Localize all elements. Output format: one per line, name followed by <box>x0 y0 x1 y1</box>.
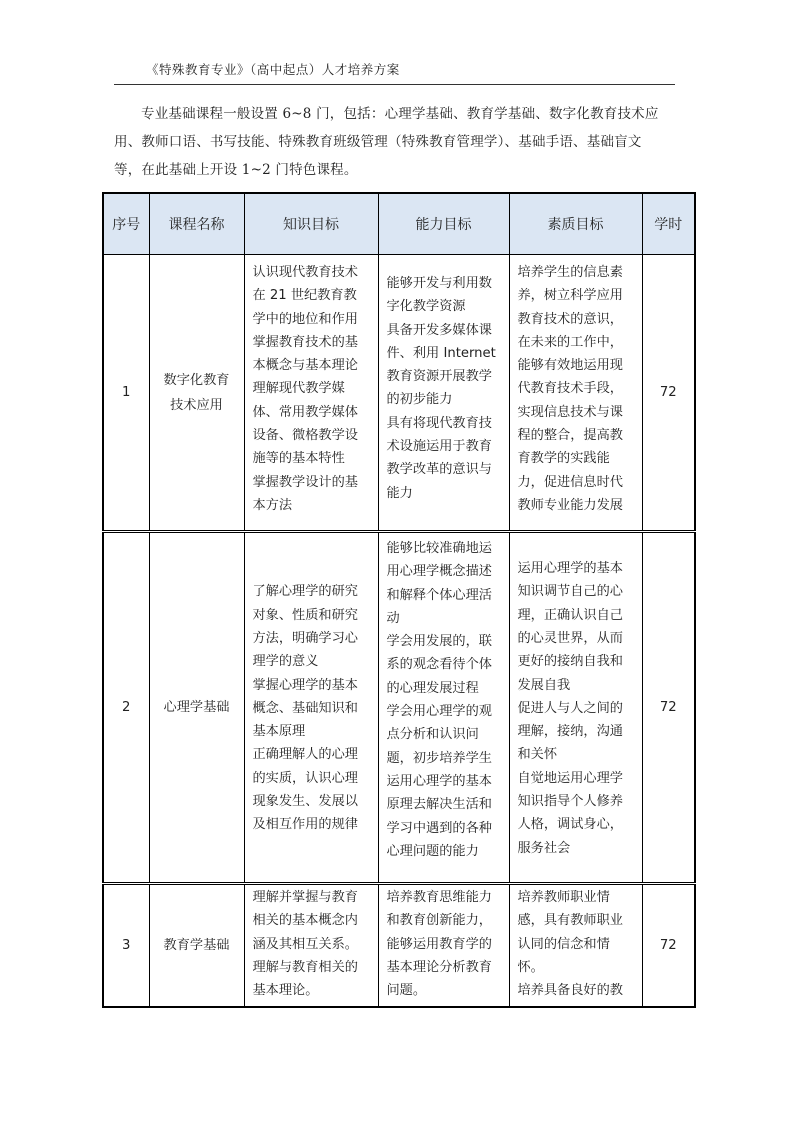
row-course-name <box>149 884 244 1008</box>
page-header: 《特殊教育专业》（高中起点）人才培养方案 <box>146 62 400 77</box>
ability-line: 点分析和认识问 <box>386 727 479 743</box>
knowledge-line: 设备、微格教学设 <box>252 428 358 444</box>
knowledge-line: 对象、性质和研究 <box>252 607 358 623</box>
row-knowledge <box>244 532 378 884</box>
quality-line: 力，促进信息时代 <box>517 474 623 490</box>
intro-line: 用、教师口语、书写技能、特殊教育班级管理（特殊教育管理学）、基础手语、基础盲文 <box>114 134 642 150</box>
knowledge-line: 施等的基本特性 <box>252 451 345 467</box>
table-header-row <box>103 193 695 255</box>
row-ability <box>378 532 509 884</box>
ability-line: 能力 <box>386 485 413 501</box>
quality-line: 培养学生的信息素 <box>517 265 623 280</box>
quality-line: 知识指导个人修养 <box>517 794 623 810</box>
knowledge-line: 了解心理学的研究 <box>252 584 358 600</box>
row-quality <box>509 255 642 532</box>
knowledge-line: 正确理解人的心理 <box>252 747 358 763</box>
ability-line: 和教育创新能力， <box>386 913 492 929</box>
row-ability <box>378 255 509 532</box>
quality-line: 在未来的工作中， <box>517 334 623 350</box>
ability-line: 能够运用教育学的 <box>386 936 492 952</box>
quality-line: 促进人与人之间的 <box>517 700 623 716</box>
ability-line: 的心理发展过程 <box>386 680 479 696</box>
course-table <box>102 192 696 1008</box>
row-hours: 72 <box>642 255 695 532</box>
ability-line: 系的观念看待个体 <box>386 657 492 673</box>
course-name-line: 数字化教育 <box>163 372 230 388</box>
knowledge-line: 掌握心理学的基本 <box>252 677 358 693</box>
ability-line: 的初步能力 <box>386 392 453 408</box>
knowledge-line: 理解并掌握与教育 <box>252 890 358 905</box>
quality-line: 服务社会 <box>517 840 571 856</box>
intro-line: 专业基础课程一般设置 6~8 门，包括：心理学基础、教育学基础、数字化教育技术应 <box>141 106 659 122</box>
knowledge-line: 掌握教育技术的基 <box>252 334 358 350</box>
table-row <box>103 532 695 884</box>
intro-line: 等，在此基础上开设 1~2 门特色课程。 <box>114 162 358 178</box>
table-row <box>103 255 695 532</box>
row-quality <box>509 884 642 1008</box>
knowledge-line: 现象发生、发展以 <box>252 794 358 810</box>
knowledge-line: 基本理论。 <box>252 983 319 999</box>
knowledge-line: 相关的基本概念内 <box>252 913 358 929</box>
row-hours: 72 <box>642 884 695 1008</box>
quality-line: 实现信息技术与课 <box>517 404 623 420</box>
table-row <box>103 884 695 1008</box>
quality-line: 培养教师职业情 <box>517 890 610 905</box>
knowledge-line: 学中的地位和作用 <box>252 311 358 327</box>
ability-line: 问题。 <box>386 983 427 999</box>
knowledge-line: 理解与教育相关的 <box>252 959 358 975</box>
ability-line: 培养教育思维能力 <box>386 890 492 905</box>
row-course-name <box>149 255 244 532</box>
ability-line: 件、利用 Internet <box>386 345 496 361</box>
ability-line: 教学改革的意识与 <box>386 462 492 478</box>
quality-line: 教师专业能力发展 <box>517 497 623 513</box>
header-num: 序号 <box>103 193 149 255</box>
ability-line: 能够比较准确地运 <box>386 541 492 556</box>
row-knowledge <box>244 884 378 1008</box>
quality-line: 理，正确认识自己 <box>517 607 623 623</box>
knowledge-line: 基本原理 <box>252 724 306 740</box>
header-quality: 素质目标 <box>509 193 642 255</box>
ability-line: 具备开发多媒体课 <box>386 322 492 338</box>
ability-line: 教育资源开展教学 <box>386 369 492 385</box>
knowledge-line: 理解现代教学媒 <box>252 381 345 397</box>
quality-line: 认同的信念和情 <box>517 936 610 952</box>
row-hours: 72 <box>642 532 695 884</box>
course-name-line: 教育学基础 <box>163 938 230 954</box>
ability-line: 用心理学概念描述 <box>386 564 492 580</box>
quality-line: 感，具有教师职业 <box>517 913 623 929</box>
quality-line: 能够有效地运用现 <box>517 358 623 374</box>
ability-line: 心理问题的能力 <box>386 843 479 859</box>
ability-line: 动 <box>386 610 400 626</box>
quality-line: 养，树立科学应用 <box>517 288 623 304</box>
quality-line: 更好的接纳自我和 <box>517 654 623 670</box>
header-knowledge: 知识目标 <box>244 193 378 255</box>
ability-line: 基本理论分析教育 <box>386 959 492 975</box>
header-course-name: 课程名称 <box>149 193 244 255</box>
quality-line: 怀。 <box>517 959 544 975</box>
header-hours: 学时 <box>642 193 695 255</box>
knowledge-line: 本概念与基本理论 <box>252 358 358 374</box>
quality-line: 理解，接纳，沟通 <box>517 724 623 740</box>
ability-line: 学会用心理学的观 <box>386 704 492 720</box>
knowledge-line: 及相互作用的规律 <box>252 817 358 833</box>
quality-line: 程的整合，提高教 <box>517 428 623 444</box>
row-knowledge <box>244 255 378 532</box>
quality-line: 教育技术的意识， <box>517 311 623 327</box>
ability-line: 具有将现代教育技 <box>386 415 492 431</box>
row-num: 2 <box>103 532 149 884</box>
quality-line: 代教育技术手段， <box>517 381 623 397</box>
ability-line: 运用心理学的基本 <box>386 773 492 789</box>
ability-line: 题，初步培养学生 <box>386 750 492 766</box>
course-name-line: 心理学基础 <box>163 700 230 715</box>
row-course-name <box>149 532 244 884</box>
header-ability: 能力目标 <box>378 193 509 255</box>
ability-line: 字化教学资源 <box>386 299 466 315</box>
row-quality <box>509 532 642 884</box>
quality-line: 知识调节自己的心 <box>517 584 623 600</box>
intro-paragraph <box>114 100 679 184</box>
quality-line: 运用心理学的基本 <box>517 561 623 577</box>
knowledge-line: 的实质，认识心理 <box>252 770 358 786</box>
row-num: 3 <box>103 884 149 1008</box>
ability-line: 和解释个体心理活 <box>386 587 492 603</box>
quality-line: 人格，调试身心， <box>517 817 623 833</box>
ability-line: 术设施运用于教育 <box>386 439 492 455</box>
ability-line: 能够开发与利用数 <box>386 276 492 291</box>
quality-line: 的心灵世界，从而 <box>517 630 623 646</box>
knowledge-line: 体、常用教学媒体 <box>252 404 358 420</box>
row-ability <box>378 884 509 1008</box>
quality-line: 和关怀 <box>517 747 558 763</box>
quality-line: 自觉地运用心理学 <box>517 770 623 786</box>
knowledge-line: 理学的意义 <box>252 654 319 670</box>
row-num: 1 <box>103 255 149 532</box>
knowledge-line: 概念、基础知识和 <box>252 700 358 716</box>
ability-line: 学会用发展的，联 <box>386 634 492 650</box>
knowledge-line: 在 21 世纪教育教 <box>252 288 357 304</box>
quality-line: 培养具备良好的教 <box>517 983 623 999</box>
knowledge-line: 方法，明确学习心 <box>252 630 358 646</box>
ability-line: 学习中遇到的各种 <box>386 820 492 836</box>
header-divider <box>114 84 675 85</box>
quality-line: 育教学的实践能 <box>517 451 610 467</box>
knowledge-line: 本方法 <box>252 497 293 513</box>
course-name-line: 技术应用 <box>170 397 223 413</box>
quality-line: 发展自我 <box>517 677 571 693</box>
ability-line: 原理去解决生活和 <box>386 797 492 813</box>
knowledge-line: 涵及其相互关系。 <box>252 936 358 952</box>
knowledge-line: 掌握教学设计的基 <box>252 474 358 490</box>
knowledge-line: 认识现代教育技术 <box>252 265 358 280</box>
